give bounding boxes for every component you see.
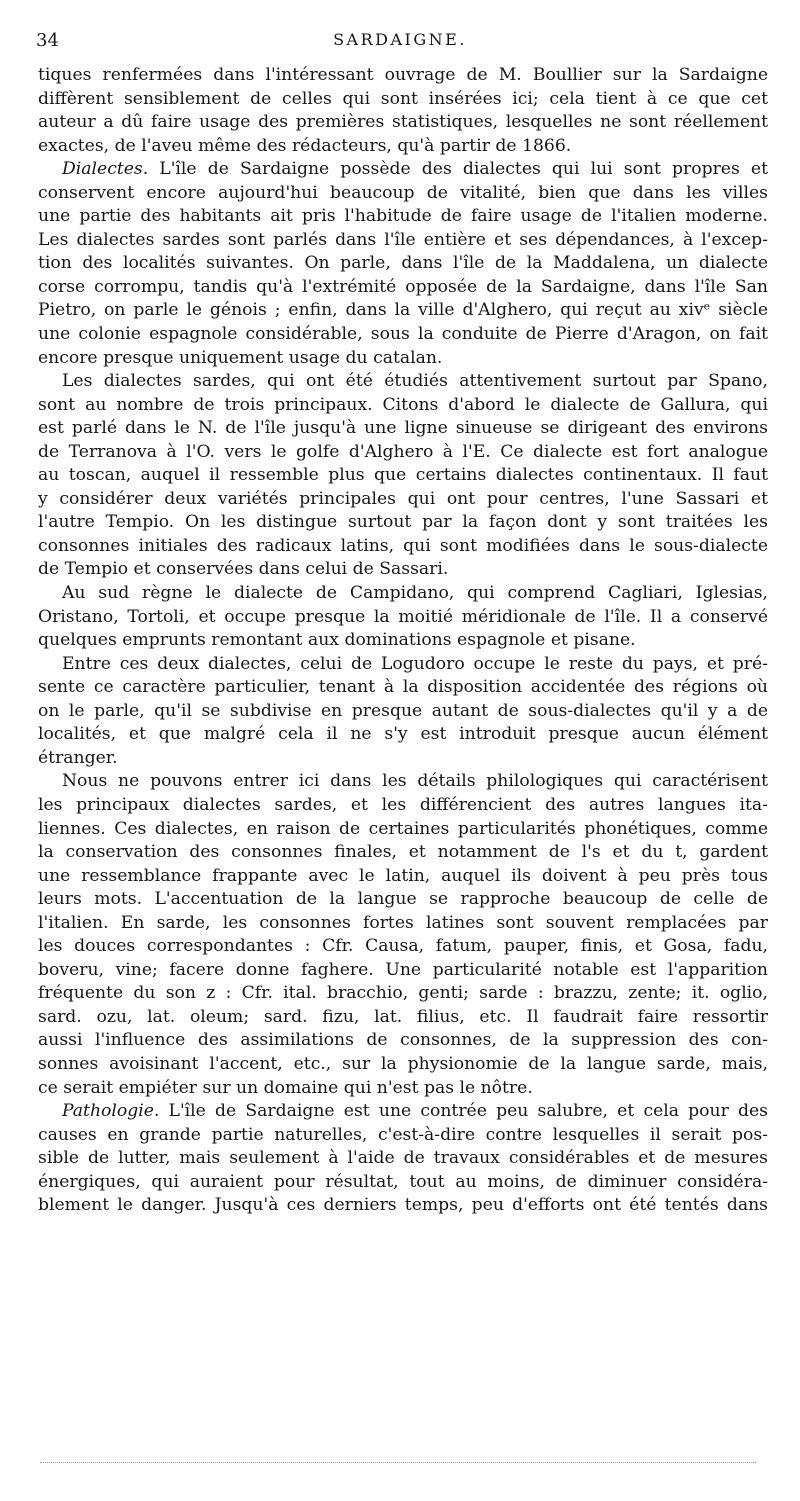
line-text: y considérer deux variétés principales qui ont pour centres, l'une Sassari et (38, 488, 768, 509)
text-line (38, 417, 768, 441)
line-text: corse corrompu, tandis qu'à l'extrémité opposée de la Sardaigne, dans l'île San (38, 276, 768, 297)
line-text: l'autre Tempio. On les distingue surtout par la façon dont y sont traitées les (38, 512, 768, 533)
text-line (38, 347, 768, 371)
text-line (38, 770, 768, 794)
line-text: sente ce caractère particulier, tenant à la disposition accidentée des régions où (38, 677, 768, 698)
line-text: localités, et que malgré cela il ne s'y est introduit presque aucun élément (38, 724, 768, 745)
line-text: causes en grande partie naturelles, c'est-à-dire contre lesquelles il serait pos- (38, 1124, 768, 1145)
line-text: de Tempio et conservées dans celui de Sassari. (38, 559, 449, 580)
line-text: sonnes avoisinant l'accent, etc., sur la physionomie de la langue sarde, mais, (38, 1053, 768, 1074)
line-text: les principaux dialectes sardes, et les différencient des autres langues ita- (38, 794, 768, 815)
line-text: sible de lutter, mais seulement à l'aide de travaux considérables et de mesures (38, 1148, 768, 1169)
text-line (38, 111, 768, 135)
text-line (38, 370, 768, 394)
line-text: est parlé dans le N. de l'île jusqu'à une ligne sinueuse se dirigeant des environs (38, 418, 768, 439)
line-text: l'italien. En sarde, les consonnes fortes latines sont souvent remplacées par (38, 912, 768, 933)
text-line (38, 818, 768, 842)
line-text: boveru, vine; facere donne faghere. Une particularité notable est l'apparition (38, 959, 768, 980)
text-line (38, 441, 768, 465)
text-line (38, 323, 768, 347)
text-line (38, 158, 768, 182)
text-line (38, 394, 768, 418)
line-text: auteur a dû faire usage des premières statistiques, lesquelles ne sont réellement (38, 112, 768, 133)
text-line (38, 1077, 768, 1101)
line-text: Oristano, Tortoli, et occupe presque la moitié méridionale de l'île. Il a conservé (38, 606, 768, 627)
text-line (38, 1171, 768, 1195)
text-line (38, 535, 768, 559)
running-title: SARDAIGNE. (333, 30, 467, 49)
text-line (38, 653, 768, 677)
line-text: leurs mots. L'accentuation de la langue se rapproche beaucoup de celle de (38, 889, 768, 910)
line-text: on le parle, qu'il se subdivise en presque autant de sous-dialectes qu'il y a de (38, 700, 768, 721)
line-text: L'île de Sardaigne est une contrée peu salubre, et cela pour des (168, 1101, 768, 1122)
text-line (38, 1053, 768, 1077)
line-text: diffèrent sensiblement de celles qui sont insérées ici; cela tient à ce que cet (38, 88, 768, 109)
line-text: fréquente du son z : Cfr. ital. bracchio, genti; sarde : brazzu, zente; it. oglio, (38, 983, 768, 1004)
text-line (38, 888, 768, 912)
text-line (38, 252, 768, 276)
line-text: Les dialectes sardes sont parlés dans l'île entière et ses dépendances, à l'excep- (38, 229, 768, 250)
line-text: de Terranova à l'O. vers le golfe d'Alghero à l'E. Ce dialecte est fort analogue (38, 441, 768, 462)
text-line (38, 229, 768, 253)
line-text: exactes, de l'aveu même des rédacteurs, qu'à partir de 1866. (38, 135, 572, 156)
line-text: conservent encore aujourd'hui beaucoup de vitalité, bien que dans les villes (38, 182, 768, 203)
line-text: Pietro, on parle le génois ; enfin, dans la ville d'Alghero, qui reçut au xivᵉ siècle (38, 300, 768, 321)
text-line (38, 841, 768, 865)
text-line (38, 1194, 768, 1218)
text-line (38, 912, 768, 936)
text-line (38, 794, 768, 818)
text-line (38, 865, 768, 889)
section-heading: Pathologie. (62, 1101, 160, 1122)
line-text: une partie des habitants ait pris l'habitude de faire usage de l'italien moderne. (38, 206, 768, 227)
bottom-rule (40, 1462, 756, 1463)
line-text: une ressemblance frappante avec le latin, auquel ils doivent à peu près tous (38, 865, 768, 886)
line-text: Au sud règne le dialecte de Campidano, qui comprend Cagliari, Iglesias, (62, 583, 768, 604)
line-text: tion des localités suivantes. On parle, dans l'île de la Maddalena, un dialecte (38, 253, 768, 274)
line-text: les douces correspondantes : Cfr. Causa, fatum, pauper, finis, et Gosa, fadu, (38, 936, 768, 957)
line-text: quelques emprunts remontant aux dominations espagnole et pisane. (38, 630, 636, 651)
text-line (38, 582, 768, 606)
line-text: Les dialectes sardes, qui ont été étudiés attentivement surtout par Spano, (62, 371, 768, 392)
line-text: L'île de Sardaigne possède des dialectes qui lui sont propres et (159, 159, 768, 180)
text-line (38, 935, 768, 959)
line-text: sont au nombre de trois principaux. Citons d'abord le dialecte de Gallura, qui (38, 394, 768, 415)
text-line (38, 1006, 768, 1030)
text-line (38, 629, 768, 653)
line-text: Entre ces deux dialectes, celui de Logudoro occupe le reste du pays, et pré- (62, 653, 768, 674)
line-text: aussi l'influence des assimilations de consonnes, de la suppression des con- (38, 1030, 768, 1051)
text-line (38, 276, 768, 300)
text-line (38, 1100, 768, 1124)
line-text: la conservation des consonnes finales, et notamment de l's et du t, gardent (38, 842, 768, 863)
running-head (36, 30, 764, 60)
text-line (38, 676, 768, 700)
text-line (38, 511, 768, 535)
text-line (38, 747, 768, 771)
line-text: ce serait empiéter sur un domaine qui n'est pas le nôtre. (38, 1077, 533, 1098)
body-text (38, 64, 768, 1218)
line-text: encore presque uniquement usage du catalan. (38, 347, 443, 368)
text-line (38, 299, 768, 323)
text-line (38, 558, 768, 582)
line-text: Nous ne pouvons entrer ici dans les détails philologiques qui caractérisent (62, 771, 768, 792)
text-line (38, 64, 768, 88)
text-line (38, 88, 768, 112)
text-line (38, 1124, 768, 1148)
line-text: liennes. Ces dialectes, en raison de certaines particularités phonétiques, comme (38, 818, 768, 839)
text-line (38, 982, 768, 1006)
text-line (38, 1147, 768, 1171)
text-line (38, 488, 768, 512)
line-text: au toscan, auquel il ressemble plus que certains dialectes continentaux. Il faut (38, 465, 768, 486)
text-line (38, 182, 768, 206)
text-line (38, 135, 768, 159)
line-text: tiques renfermées dans l'intéressant ouvrage de M. Boullier sur la Sardaigne (38, 65, 768, 85)
text-line (38, 205, 768, 229)
text-line (38, 700, 768, 724)
line-text: étranger. (38, 747, 118, 768)
line-text: sard. ozu, lat. oleum; sard. fizu, lat. filius, etc. Il faudrait faire ressortir (38, 1006, 768, 1027)
text-line (38, 723, 768, 747)
line-text: blement le danger. Jusqu'à ces derniers temps, peu d'efforts ont été tentés dans (38, 1195, 768, 1216)
page-number: 34 (36, 30, 59, 51)
text-line (38, 959, 768, 983)
line-text: énergiques, qui auraient pour résultat, tout au moins, de diminuer considéra- (38, 1171, 768, 1192)
section-heading: Dialectes. (62, 159, 149, 180)
line-text: consonnes initiales des radicaux latins, qui sont modifiées dans le sous-dialecte (38, 535, 768, 556)
text-line (38, 606, 768, 630)
text-line (38, 1029, 768, 1053)
line-text: une colonie espagnole considérable, sous la conduite de Pierre d'Aragon, on fait (38, 324, 768, 345)
text-line (38, 464, 768, 488)
